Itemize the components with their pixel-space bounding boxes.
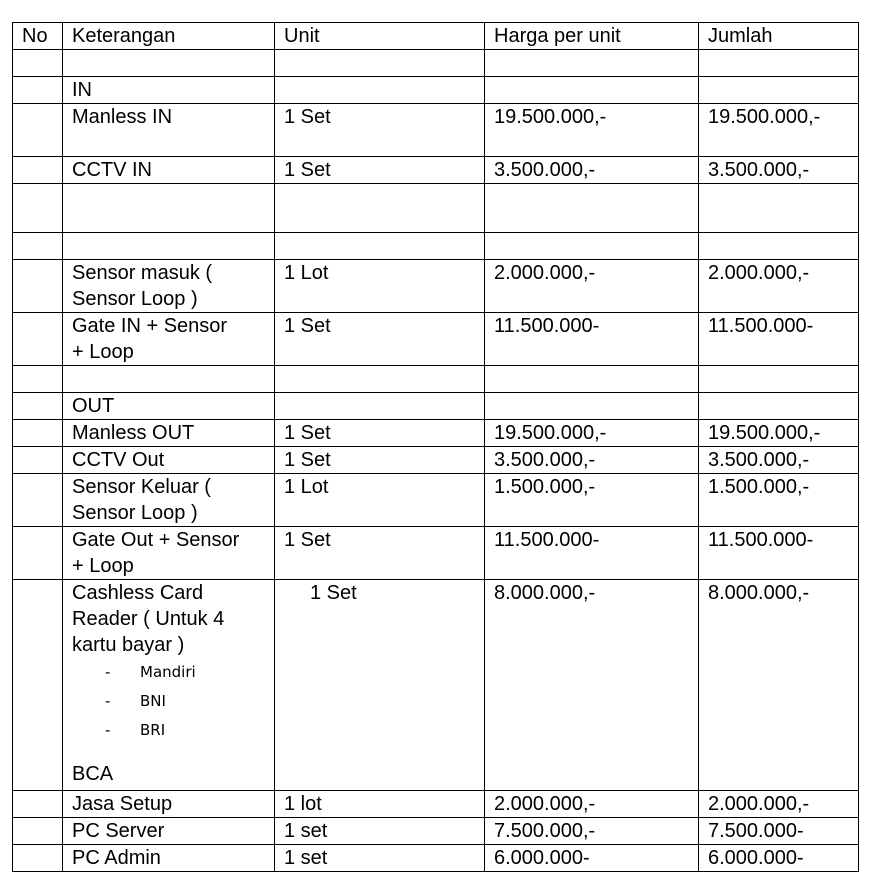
table-row <box>13 157 859 184</box>
total-cell: 2.000.000,- <box>699 791 859 818</box>
table-row <box>13 50 859 77</box>
section-label-in: IN <box>63 77 275 104</box>
no-cell <box>13 474 63 527</box>
no-cell <box>13 420 63 447</box>
no-cell <box>13 580 63 791</box>
desc-cell <box>63 474 275 527</box>
price-cell: 1.500.000,- <box>485 474 699 527</box>
desc-line: Sensor Keluar ( <box>72 476 211 498</box>
price-cell <box>485 233 699 260</box>
price-cell <box>485 366 699 393</box>
total-cell: 7.500.000- <box>699 818 859 845</box>
unit-cell <box>275 233 485 260</box>
price-cell: 19.500.000,- <box>485 104 699 157</box>
table-row <box>13 104 859 157</box>
no-cell <box>13 366 63 393</box>
desc-cell: CCTV IN <box>63 157 275 184</box>
no-cell <box>13 791 63 818</box>
no-cell <box>13 313 63 366</box>
no-cell <box>13 233 63 260</box>
desc-line: Cashless Card <box>72 582 204 604</box>
total-cell: 2.000.000,- <box>699 260 859 313</box>
unit-cell: 1 Set <box>275 157 485 184</box>
desc-line: Sensor Loop ) <box>72 288 198 310</box>
quotation-table <box>12 22 859 872</box>
price-cell <box>485 184 699 233</box>
table-row <box>13 845 859 872</box>
desc-line: Gate Out + Sensor <box>72 529 240 551</box>
unit-cell: 1 lot <box>275 791 485 818</box>
desc-cell <box>63 580 275 791</box>
total-cell <box>699 184 859 233</box>
unit-cell: 1 Set <box>275 104 485 157</box>
desc-cell: Jasa Setup <box>63 791 275 818</box>
unit-cell <box>275 366 485 393</box>
desc-cell: PC Server <box>63 818 275 845</box>
table-row <box>13 260 859 313</box>
desc-cell <box>63 313 275 366</box>
no-cell <box>13 447 63 474</box>
unit-cell <box>275 184 485 233</box>
table-row <box>13 818 859 845</box>
table-row <box>13 527 859 580</box>
desc-cell: PC Admin <box>63 845 275 872</box>
price-cell: 11.500.000- <box>485 313 699 366</box>
unit-cell: 1 Set <box>275 313 485 366</box>
total-cell <box>699 50 859 77</box>
desc-cell <box>63 233 275 260</box>
price-cell: 8.000.000,- <box>485 580 699 791</box>
price-cell: 2.000.000,- <box>485 791 699 818</box>
desc-cell <box>63 527 275 580</box>
table-row <box>13 791 859 818</box>
total-cell: 1.500.000,- <box>699 474 859 527</box>
no-cell <box>13 77 63 104</box>
price-cell: 7.500.000,- <box>485 818 699 845</box>
unit-cell <box>275 393 485 420</box>
table-row <box>13 420 859 447</box>
desc-line: BCA <box>72 763 114 785</box>
no-cell <box>13 184 63 233</box>
price-cell <box>485 393 699 420</box>
total-cell: 3.500.000,- <box>699 447 859 474</box>
header-keterangan: Keterangan <box>63 23 275 50</box>
price-cell: 3.500.000,- <box>485 447 699 474</box>
desc-line: kartu bayar ) <box>72 634 185 656</box>
desc-line: Sensor masuk ( <box>72 262 213 284</box>
price-cell <box>485 77 699 104</box>
no-cell <box>13 104 63 157</box>
table-row <box>13 474 859 527</box>
total-cell: 19.500.000,- <box>699 104 859 157</box>
desc-cell <box>63 184 275 233</box>
card-item: - Mandiri <box>72 658 274 687</box>
desc-cell <box>63 366 275 393</box>
card-item: - BRI <box>72 716 274 745</box>
table-row <box>13 447 859 474</box>
unit-cell: 1 Lot <box>275 260 485 313</box>
no-cell <box>13 260 63 313</box>
no-cell <box>13 393 63 420</box>
desc-cell: CCTV Out <box>63 447 275 474</box>
no-cell <box>13 527 63 580</box>
desc-cell <box>63 260 275 313</box>
price-cell <box>485 50 699 77</box>
price-cell: 2.000.000,- <box>485 260 699 313</box>
unit-cell: 1 Set <box>275 447 485 474</box>
header-harga-per-unit: Harga per unit <box>485 23 699 50</box>
unit-cell <box>275 50 485 77</box>
price-cell: 11.500.000- <box>485 527 699 580</box>
desc-cell: Manless IN <box>63 104 275 157</box>
header-jumlah: Jumlah <box>699 23 859 50</box>
header-row <box>13 23 859 50</box>
total-cell: 3.500.000,- <box>699 157 859 184</box>
card-list <box>72 658 274 745</box>
table-row <box>13 184 859 233</box>
price-cell: 6.000.000- <box>485 845 699 872</box>
no-cell <box>13 845 63 872</box>
table-row <box>13 393 859 420</box>
unit-cell: 1 Set <box>275 420 485 447</box>
table-row <box>13 313 859 366</box>
unit-cell: 1 set <box>275 818 485 845</box>
unit-cell: 1 set <box>275 845 485 872</box>
price-cell: 19.500.000,- <box>485 420 699 447</box>
desc-line: + Loop <box>72 341 134 363</box>
table-row <box>13 233 859 260</box>
header-no: No <box>13 23 63 50</box>
unit-cell <box>275 77 485 104</box>
card-item: - BNI <box>72 687 274 716</box>
total-cell <box>699 233 859 260</box>
no-cell <box>13 818 63 845</box>
desc-cell <box>63 50 275 77</box>
unit-cell: 1 Set <box>275 527 485 580</box>
desc-line: Reader ( Untuk 4 <box>72 608 225 630</box>
total-cell <box>699 366 859 393</box>
total-cell: 8.000.000,- <box>699 580 859 791</box>
total-cell: 6.000.000- <box>699 845 859 872</box>
price-cell: 3.500.000,- <box>485 157 699 184</box>
desc-line: + Loop <box>72 555 134 577</box>
no-cell <box>13 50 63 77</box>
table-row <box>13 366 859 393</box>
unit-cell: 1 Lot <box>275 474 485 527</box>
total-cell <box>699 393 859 420</box>
unit-cell: 1 Set <box>275 580 485 791</box>
header-unit: Unit <box>275 23 485 50</box>
total-cell <box>699 77 859 104</box>
no-cell <box>13 157 63 184</box>
section-label-out: OUT <box>63 393 275 420</box>
table-row <box>13 77 859 104</box>
total-cell: 19.500.000,- <box>699 420 859 447</box>
desc-cell: Manless OUT <box>63 420 275 447</box>
total-cell: 11.500.000- <box>699 313 859 366</box>
desc-line: Sensor Loop ) <box>72 502 198 524</box>
table-row <box>13 580 859 791</box>
total-cell: 11.500.000- <box>699 527 859 580</box>
desc-line: Gate IN + Sensor <box>72 315 228 337</box>
